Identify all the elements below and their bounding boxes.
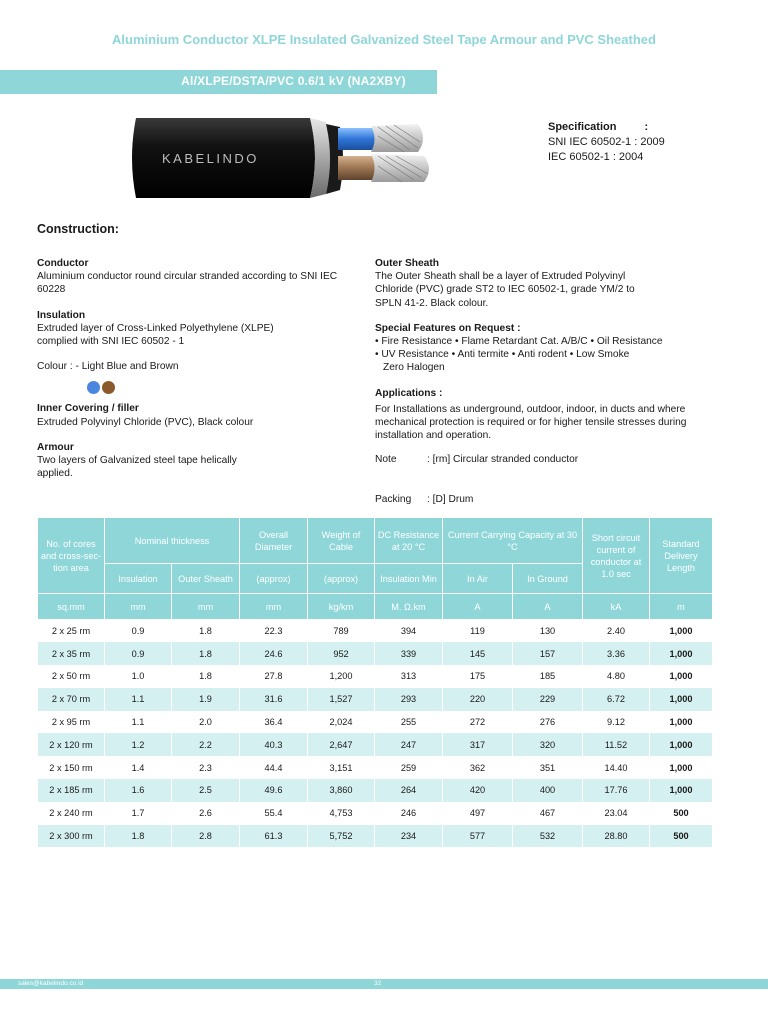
table-cell: 272 bbox=[443, 711, 513, 734]
page-number: 32 bbox=[374, 980, 382, 987]
table-cell: 400 bbox=[513, 779, 583, 802]
header-in-air: In Air bbox=[443, 564, 513, 594]
table-cell: 2,647 bbox=[308, 733, 375, 756]
table-cell: 3,860 bbox=[308, 779, 375, 802]
table-cell: 1,000 bbox=[650, 642, 713, 665]
table-cell: 1.8 bbox=[172, 665, 240, 688]
table-row bbox=[38, 665, 713, 688]
table-cell: 4,753 bbox=[308, 802, 375, 825]
note-value: : [rm] Circular stranded conductor bbox=[427, 454, 579, 466]
header-outer-sheath: Outer Sheath bbox=[172, 564, 240, 594]
table-cell: 1.0 bbox=[105, 665, 172, 688]
table-cell: 497 bbox=[443, 802, 513, 825]
insulation-text: Extruded layer of Cross-Linked Polyethylene (XLPE) bbox=[37, 322, 274, 334]
table-cell: 577 bbox=[443, 825, 513, 848]
conductor-title: Conductor bbox=[37, 258, 89, 269]
table-row bbox=[38, 756, 713, 779]
table-cell: 2.3 bbox=[172, 756, 240, 779]
header-approx: (approx) bbox=[240, 564, 308, 594]
unit-cell: A bbox=[513, 594, 583, 620]
insulation-title: Insulation bbox=[37, 309, 86, 321]
table-cell: 264 bbox=[375, 779, 443, 802]
table-cell: 40.3 bbox=[240, 733, 308, 756]
packing-value: : [D] Drum bbox=[427, 493, 474, 505]
insulation-section bbox=[37, 309, 342, 349]
table-cell: 1.6 bbox=[105, 779, 172, 802]
note-label: Note bbox=[375, 454, 397, 466]
table-cell: 1.8 bbox=[172, 642, 240, 665]
table-cell: 23.04 bbox=[583, 802, 650, 825]
table-cell: 28.80 bbox=[583, 825, 650, 848]
table-cell: 2 x 185 rm bbox=[38, 779, 105, 802]
header-weight: Weight of Cable bbox=[308, 518, 375, 564]
table-cell: 1,527 bbox=[308, 688, 375, 711]
table-row bbox=[38, 620, 713, 643]
table-cell: 2,024 bbox=[308, 711, 375, 734]
unit-cell: mm bbox=[172, 594, 240, 620]
table-cell: 44.4 bbox=[240, 756, 308, 779]
table-cell: 229 bbox=[513, 688, 583, 711]
table-cell: 36.4 bbox=[240, 711, 308, 734]
armour-title: Armour bbox=[37, 441, 74, 453]
table-cell: 119 bbox=[443, 620, 513, 643]
table-cell: 246 bbox=[375, 802, 443, 825]
table-cell: 467 bbox=[513, 802, 583, 825]
table-cell: 2.5 bbox=[172, 779, 240, 802]
table-cell: 362 bbox=[443, 756, 513, 779]
armour-section bbox=[37, 441, 342, 481]
inner-covering-section bbox=[37, 402, 342, 428]
outer-sheath-title: Outer Sheath bbox=[375, 258, 439, 269]
specification-block bbox=[548, 120, 665, 165]
table-cell: 351 bbox=[513, 756, 583, 779]
header-insulation-min: Insulation Min bbox=[375, 564, 443, 594]
table-cell: 2 x 25 rm bbox=[38, 620, 105, 643]
table-cell: 157 bbox=[513, 642, 583, 665]
unit-cell: kA bbox=[583, 594, 650, 620]
table-row bbox=[38, 825, 713, 848]
table-cell: 1.9 bbox=[172, 688, 240, 711]
table-cell: 2.40 bbox=[583, 620, 650, 643]
unit-cell: sq.mm bbox=[38, 594, 105, 620]
table-cell: 22.3 bbox=[240, 620, 308, 643]
unit-cell: m bbox=[650, 594, 713, 620]
outer-sheath-text: Chloride (PVC) grade ST2 to IEC 60502-1, grade YM/2 to bbox=[375, 284, 635, 296]
table-cell: 1.7 bbox=[105, 802, 172, 825]
table-cell: 11.52 bbox=[583, 733, 650, 756]
special-features-line: • UV Resistance • Anti termite • Anti rodent • Low Smoke bbox=[375, 349, 630, 361]
note-row bbox=[375, 453, 710, 466]
light-blue-swatch bbox=[87, 381, 100, 394]
table-cell: 293 bbox=[375, 688, 443, 711]
applications-section bbox=[375, 387, 710, 443]
conductor-section bbox=[37, 257, 342, 297]
table-cell: 175 bbox=[443, 665, 513, 688]
table-cell: 339 bbox=[375, 642, 443, 665]
table-cell: 1,000 bbox=[650, 733, 713, 756]
cable-data-table bbox=[37, 517, 713, 847]
table-cell: 1.2 bbox=[105, 733, 172, 756]
table-cell: 145 bbox=[443, 642, 513, 665]
special-features-line: • Fire Resistance • Flame Retardant Cat. A/B/C • Oil Resistance bbox=[375, 336, 663, 348]
applications-title: Applications : bbox=[375, 387, 443, 399]
header-insulation: Insulation bbox=[105, 564, 172, 594]
table-cell: 3,151 bbox=[308, 756, 375, 779]
table-cell: 2.0 bbox=[172, 711, 240, 734]
brown-swatch bbox=[102, 381, 115, 394]
table-cell: 1.8 bbox=[105, 825, 172, 848]
colour-text: Colour : - Light Blue and Brown bbox=[37, 361, 179, 373]
construction-left-column bbox=[37, 257, 342, 492]
table-cell: 1,000 bbox=[650, 756, 713, 779]
table-cell: 27.8 bbox=[240, 665, 308, 688]
specification-label: Specification bbox=[548, 121, 617, 133]
special-features-line: Zero Halogen bbox=[383, 362, 445, 374]
table-cell: 320 bbox=[513, 733, 583, 756]
table-cell: 2.6 bbox=[172, 802, 240, 825]
table-row bbox=[38, 688, 713, 711]
table-cell: 1,000 bbox=[650, 665, 713, 688]
table-cell: 500 bbox=[650, 825, 713, 848]
unit-cell: mm bbox=[105, 594, 172, 620]
table-cell: 313 bbox=[375, 665, 443, 688]
table-cell: 1.4 bbox=[105, 756, 172, 779]
table-cell: 1,000 bbox=[650, 688, 713, 711]
table-cell: 532 bbox=[513, 825, 583, 848]
table-cell: 247 bbox=[375, 733, 443, 756]
table-cell: 0.9 bbox=[105, 642, 172, 665]
table-cell: 2 x 70 rm bbox=[38, 688, 105, 711]
table-cell: 5,752 bbox=[308, 825, 375, 848]
table-cell: 49.6 bbox=[240, 779, 308, 802]
table-cell: 6.72 bbox=[583, 688, 650, 711]
table-cell: 234 bbox=[375, 825, 443, 848]
document-title: Aluminium Conductor XLPE Insulated Galvanized Steel Tape Armour and PVC Sheathed bbox=[112, 32, 656, 47]
table-cell: 394 bbox=[375, 620, 443, 643]
table-cell: 1,000 bbox=[650, 620, 713, 643]
table-cell: 130 bbox=[513, 620, 583, 643]
packing-label: Packing bbox=[375, 493, 412, 505]
armour-text: applied. bbox=[37, 468, 73, 480]
table-cell: 317 bbox=[443, 733, 513, 756]
table-cell: 2 x 35 rm bbox=[38, 642, 105, 665]
table-cell: 2 x 50 rm bbox=[38, 665, 105, 688]
header-cores: No. of cores and cross-sec-tion area bbox=[38, 518, 105, 594]
cable-brand-text: KABELINDO bbox=[162, 151, 259, 166]
table-row bbox=[38, 733, 713, 756]
table-cell: 1,000 bbox=[650, 779, 713, 802]
table-cell: 0.9 bbox=[105, 620, 172, 643]
table-cell: 9.12 bbox=[583, 711, 650, 734]
table-cell: 500 bbox=[650, 802, 713, 825]
table-cell: 952 bbox=[308, 642, 375, 665]
table-cell: 255 bbox=[375, 711, 443, 734]
table-cell: 1.1 bbox=[105, 688, 172, 711]
header-current-capacity: Current Carrying Capacity at 30 °C bbox=[443, 518, 583, 564]
table-cell: 2 x 150 rm bbox=[38, 756, 105, 779]
colour-swatches bbox=[87, 381, 342, 394]
applications-text: For Installations as underground, outdoor, indoor, in ducts and where mechanical protection is required or for higher tensile stresses during installation and operation. bbox=[375, 403, 687, 442]
inner-covering-title: Inner Covering / filler bbox=[37, 403, 139, 415]
outer-sheath-text: SPLN 41-2. Black colour. bbox=[375, 297, 489, 309]
table-cell: 2 x 240 rm bbox=[38, 802, 105, 825]
unit-cell: mm bbox=[240, 594, 308, 620]
specification-colon: : bbox=[644, 121, 649, 133]
table-cell: 1,000 bbox=[650, 711, 713, 734]
table-cell: 2.2 bbox=[172, 733, 240, 756]
table-cell: 2 x 120 rm bbox=[38, 733, 105, 756]
specification-line: IEC 60502-1 : 2004 bbox=[548, 151, 644, 163]
header-dc-resistance: DC Resistance at 20 °C bbox=[375, 518, 443, 564]
outer-sheath-text: The Outer Sheath shall be a layer of Extruded Polyvinyl bbox=[375, 271, 626, 283]
table-cell: 3.36 bbox=[583, 642, 650, 665]
unit-cell: A bbox=[443, 594, 513, 620]
construction-heading: Construction: bbox=[37, 222, 119, 236]
table-cell: 1.1 bbox=[105, 711, 172, 734]
header-short-circuit: Short circuit current of conductor at 1.0 sec bbox=[583, 518, 650, 594]
table-cell: 1,200 bbox=[308, 665, 375, 688]
table-cell: 17.76 bbox=[583, 779, 650, 802]
table-cell: 24.6 bbox=[240, 642, 308, 665]
unit-cell: kg/km bbox=[308, 594, 375, 620]
table-cell: 55.4 bbox=[240, 802, 308, 825]
units-row bbox=[38, 594, 713, 620]
header-nominal-thickness: Nominal thickness bbox=[105, 518, 240, 564]
table-cell: 276 bbox=[513, 711, 583, 734]
construction-right-column bbox=[375, 257, 710, 506]
table-cell: 31.6 bbox=[240, 688, 308, 711]
header-standard-length: Standard Delivery Length bbox=[650, 518, 713, 594]
cable-code: Al/XLPE/DSTA/PVC 0.6/1 kV (NA2XBY) bbox=[181, 74, 406, 88]
conductor-text: Aluminium conductor round circular stranded according to SNI IEC 60228 bbox=[37, 271, 338, 296]
table-row bbox=[38, 802, 713, 825]
special-features-title: Special Features on Request : bbox=[375, 322, 521, 334]
table-cell: 789 bbox=[308, 620, 375, 643]
table-cell: 259 bbox=[375, 756, 443, 779]
outer-sheath-section bbox=[375, 257, 710, 310]
table-row bbox=[38, 642, 713, 665]
packing-row bbox=[375, 493, 710, 506]
table-cell: 220 bbox=[443, 688, 513, 711]
table-body bbox=[38, 620, 713, 848]
special-features-section bbox=[375, 322, 710, 375]
table-cell: 61.3 bbox=[240, 825, 308, 848]
footer-bar bbox=[0, 979, 768, 989]
header-in-ground: In Ground bbox=[513, 564, 583, 594]
table-cell: 14.40 bbox=[583, 756, 650, 779]
table-cell: 4.80 bbox=[583, 665, 650, 688]
armour-text: Two layers of Galvanized steel tape helically bbox=[37, 455, 237, 467]
unit-cell: M. Ω.km bbox=[375, 594, 443, 620]
header-overall-diameter: Overall Diameter bbox=[240, 518, 308, 564]
table-cell: 2 x 95 rm bbox=[38, 711, 105, 734]
table-cell: 2.8 bbox=[172, 825, 240, 848]
inner-covering-text: Extruded Polyvinyl Chloride (PVC), Black colour bbox=[37, 416, 254, 428]
insulation-text: complied with SNI IEC 60502 - 1 bbox=[37, 336, 185, 348]
specification-line: SNI IEC 60502-1 : 2009 bbox=[548, 136, 665, 148]
table-cell: 2 x 300 rm bbox=[38, 825, 105, 848]
table-row bbox=[38, 779, 713, 802]
table-cell: 420 bbox=[443, 779, 513, 802]
header-approx: (approx) bbox=[308, 564, 375, 594]
footer-email: sales@kabelindo.co.id bbox=[18, 980, 84, 987]
table-row bbox=[38, 711, 713, 734]
table-cell: 185 bbox=[513, 665, 583, 688]
cable-image bbox=[128, 112, 458, 204]
table-cell: 1.8 bbox=[172, 620, 240, 643]
